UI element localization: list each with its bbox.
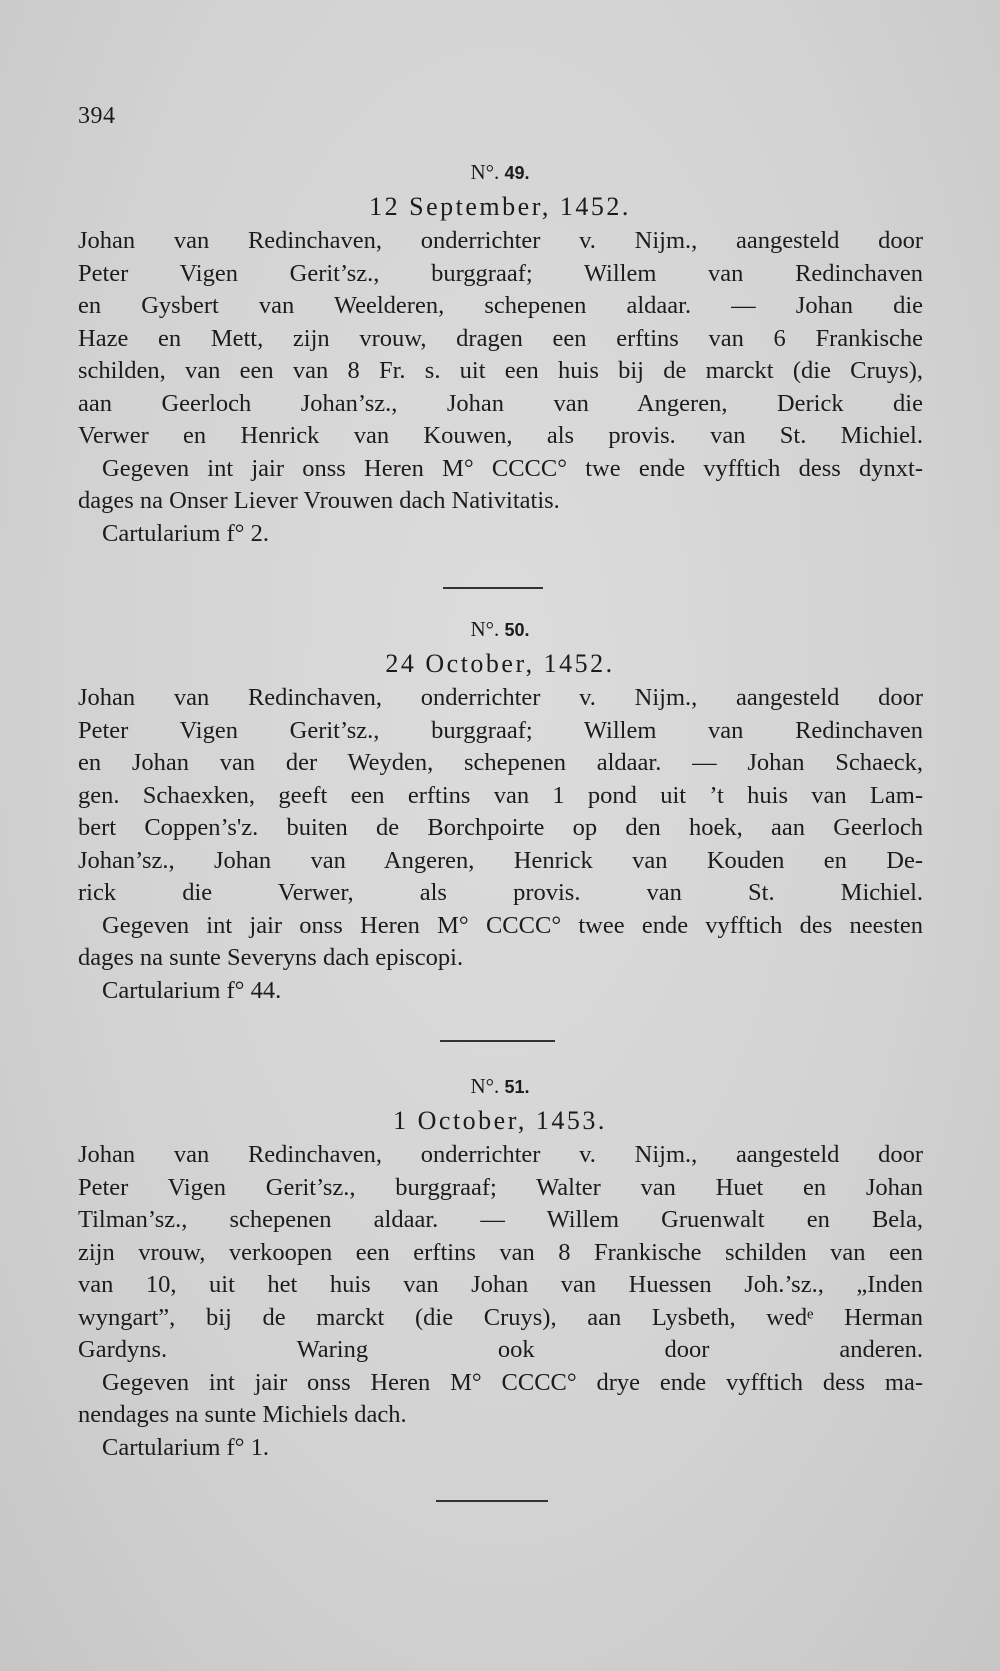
entry-date: 1 October, 1453.	[393, 1106, 607, 1135]
dating-line: dages na Onser Liever Vrouwen dach Nativitatis.	[78, 487, 560, 514]
dating-line: Gegeven int jair onss Heren M° CCCC° twe ende vyfftich dess dynxt-	[102, 454, 923, 482]
dating-line: dages na sunte Severyns dach episcopi.	[78, 944, 464, 971]
body-line: zijn vrouw, verkoopen een erftins van 8 Frankische schilden van een	[78, 1238, 923, 1266]
entry-51	[0, 1069, 1000, 1464]
body-line: bert Coppen’s'z. buiten de Borchpoirte op den hoek, aan Geerloch	[78, 814, 923, 841]
body-line: Johan van Redinchaven, onderrichter v. Nijm., aangesteld door	[78, 1141, 923, 1168]
entry-number-prefix: N°.	[470, 1074, 500, 1098]
section-divider	[436, 1500, 548, 1502]
entry-number-prefix: N°.	[470, 617, 500, 641]
source-reference: Cartularium f° 2.	[102, 519, 269, 547]
source-reference: Cartularium f° 44.	[102, 976, 282, 1004]
entry-number-value: 50.	[504, 620, 530, 640]
body-line: Johan van Redinchaven, onderrichter v. Nijm., aangesteld door	[78, 227, 923, 254]
body-line: van 10, uit het huis van Johan van Huessen Joh.’sz., „Inden	[78, 1271, 923, 1298]
dating-line: nendages na sunte Michiels dach.	[78, 1401, 407, 1428]
entry-body	[78, 682, 923, 975]
body-line: Verwer en Henrick van Kouwen, als provis. van St. Michiel.	[78, 422, 923, 449]
body-line: Johan van Redinchaven, onderrichter v. Nijm., aangesteld door	[78, 684, 923, 711]
entry-number-prefix: N°.	[470, 160, 500, 184]
body-line: Johan’sz., Johan van Angeren, Henrick van Kouden en De-	[78, 846, 923, 874]
source-reference: Cartularium f° 1.	[102, 1433, 269, 1461]
entry-number	[0, 155, 1000, 189]
entry-number-value: 49.	[504, 163, 530, 183]
section-divider	[440, 1040, 555, 1042]
body-line: en Gysbert van Weelderen, schepenen aldaar. — Johan die	[78, 292, 923, 319]
body-line: Tilman’sz., schepenen aldaar. — Willem Gruenwalt en Bela,	[78, 1206, 923, 1233]
entry-date: 24 October, 1452.	[385, 649, 615, 678]
page-number: 394	[78, 103, 116, 129]
body-line: Peter Vigen Gerit’sz., burggraaf; Willem van Redinchaven	[78, 259, 923, 287]
entry-number	[0, 612, 1000, 646]
body-line: en Johan van der Weyden, schepenen aldaar. — Johan Schaeck,	[78, 749, 923, 776]
body-line: rick die Verwer, als provis. van St. Michiel.	[78, 879, 923, 906]
entry-body	[78, 1139, 923, 1432]
entry-number-value: 51.	[504, 1077, 530, 1097]
body-line: Peter Vigen Gerit’sz., burggraaf; Willem van Redinchaven	[78, 716, 923, 744]
body-line: Haze en Mett, zijn vrouw, dragen een erftins van 6 Frankische	[78, 324, 923, 352]
section-divider	[443, 587, 543, 589]
entry-49	[0, 155, 1000, 550]
body-line: schilden, van een van 8 Fr. s. uit een huis bij de marckt (die Cruys),	[78, 357, 923, 384]
body-line: gen. Schaexken, geeft een erftins van 1 pond uit ’t huis van Lam-	[78, 781, 923, 809]
entry-body	[78, 225, 923, 518]
body-line: aan Geerloch Johan’sz., Johan van Angeren, Derick die	[78, 389, 923, 417]
entry-number	[0, 1069, 1000, 1103]
body-line: Gardyns. Waring ook door anderen.	[78, 1336, 923, 1363]
body-line: wyngart”, bij de marckt (die Cruys), aan Lysbeth, wedᵉ Herman	[78, 1303, 923, 1331]
dating-line: Gegeven int jair onss Heren M° CCCC° drye ende vyfftich dess ma-	[102, 1368, 923, 1396]
entry-date: 12 September, 1452.	[369, 192, 631, 221]
dating-line: Gegeven int jair onss Heren M° CCCC° twee ende vyfftich des neesten	[102, 911, 923, 939]
body-line: Peter Vigen Gerit’sz., burggraaf; Walter van Huet en Johan	[78, 1173, 923, 1201]
entry-50	[0, 612, 1000, 1007]
